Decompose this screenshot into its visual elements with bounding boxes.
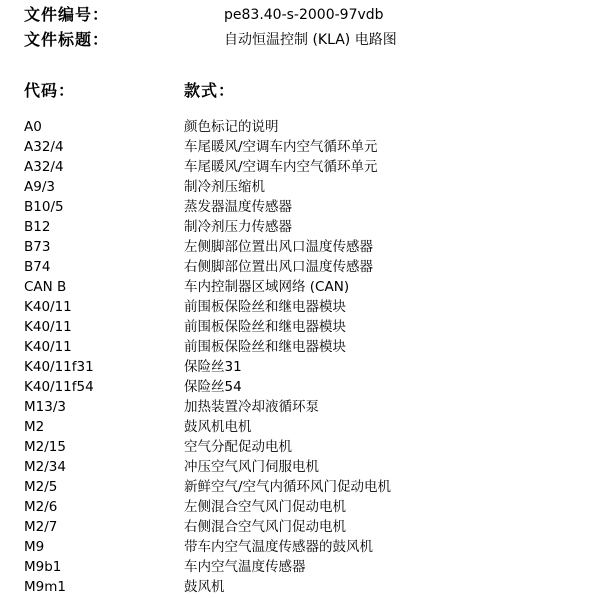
component-list	[24, 117, 584, 597]
component-code: M9m1	[24, 579, 66, 595]
list-item	[24, 537, 584, 557]
code-column-header: 代码：	[24, 81, 76, 100]
component-description: 鼓风机电机	[184, 419, 252, 435]
component-description: 右侧脚部位置出风口温度传感器	[184, 259, 373, 275]
component-code: K40/11f31	[24, 359, 94, 375]
component-code: B74	[24, 259, 51, 275]
component-code: B73	[24, 239, 51, 255]
component-description: 车尾暖风/空调车内空气循环单元	[184, 139, 378, 155]
list-item	[24, 377, 584, 397]
component-description: 保险丝54	[184, 379, 242, 395]
doc-title-row	[24, 29, 584, 51]
list-item	[24, 177, 584, 197]
component-code: CAN B	[24, 279, 67, 295]
list-item	[24, 257, 584, 277]
component-description: 车内空气温度传感器	[184, 559, 306, 575]
component-code: A9/3	[24, 179, 55, 195]
component-code: M2/15	[24, 439, 66, 455]
component-code: A0	[24, 119, 42, 135]
component-code: M2/5	[24, 479, 58, 495]
list-item	[24, 297, 584, 317]
doc-title-value: 自动恒温控制 (KLA) 电路图	[224, 32, 397, 48]
description-column-header: 款式：	[184, 81, 236, 100]
doc-number-row	[24, 4, 584, 26]
component-description: 蒸发器温度传感器	[184, 199, 292, 215]
list-item	[24, 137, 584, 157]
list-item	[24, 477, 584, 497]
component-description: 保险丝31	[184, 359, 242, 375]
list-item	[24, 337, 584, 357]
component-code: M2/7	[24, 519, 58, 535]
component-code: B10/5	[24, 199, 64, 215]
component-code: K40/11	[24, 339, 72, 355]
doc-title-label: 文件标题：	[24, 30, 110, 49]
component-description: 前围板保险丝和继电器模块	[184, 339, 346, 355]
list-item	[24, 157, 584, 177]
list-item	[24, 357, 584, 377]
component-description: 车内控制器区域网络 (CAN)	[184, 279, 350, 295]
component-code: B12	[24, 219, 51, 235]
component-description: 右侧混合空气风门促动电机	[184, 519, 346, 535]
list-item	[24, 557, 584, 577]
component-code: K40/11f54	[24, 379, 94, 395]
component-code: M2	[24, 419, 45, 435]
list-item	[24, 317, 584, 337]
list-item	[24, 217, 584, 237]
list-item	[24, 517, 584, 537]
list-item	[24, 417, 584, 437]
doc-number-label: 文件编号：	[24, 5, 110, 24]
doc-number-value: pe83.40-s-2000-97vdb	[224, 7, 384, 23]
component-description: 制冷剂压力传感器	[184, 219, 292, 235]
component-code: K40/11	[24, 319, 72, 335]
list-item	[24, 277, 584, 297]
component-code: A32/4	[24, 139, 64, 155]
component-description: 左侧脚部位置出风口温度传感器	[184, 239, 373, 255]
component-description: 前围板保险丝和继电器模块	[184, 319, 346, 335]
list-item	[24, 497, 584, 517]
component-code: M9b1	[24, 559, 62, 575]
component-code: M13/3	[24, 399, 66, 415]
component-description: 新鲜空气/空气内循环风门促动电机	[184, 479, 392, 495]
list-item	[24, 197, 584, 217]
component-code: M9	[24, 539, 45, 555]
component-code: M2/6	[24, 499, 58, 515]
component-description: 鼓风机	[184, 579, 225, 595]
component-description: 车尾暖风/空调车内空气循环单元	[184, 159, 378, 175]
list-item	[24, 577, 584, 597]
list-item	[24, 117, 584, 137]
component-description: 加热装置冷却液循环泵	[184, 399, 319, 415]
list-item	[24, 457, 584, 477]
component-description: 制冷剂压缩机	[184, 179, 265, 195]
component-code: K40/11	[24, 299, 72, 315]
component-description: 左侧混合空气风门促动电机	[184, 499, 346, 515]
list-item	[24, 437, 584, 457]
component-code: A32/4	[24, 159, 64, 175]
component-description: 颜色标记的说明	[184, 119, 279, 135]
list-item	[24, 397, 584, 417]
component-description: 前围板保险丝和继电器模块	[184, 299, 346, 315]
component-description: 空气分配促动电机	[184, 439, 292, 455]
component-code: M2/34	[24, 459, 66, 475]
list-item	[24, 237, 584, 257]
component-description: 冲压空气风门伺服电机	[184, 459, 319, 475]
component-description: 带车内空气温度传感器的鼓风机	[184, 539, 373, 555]
